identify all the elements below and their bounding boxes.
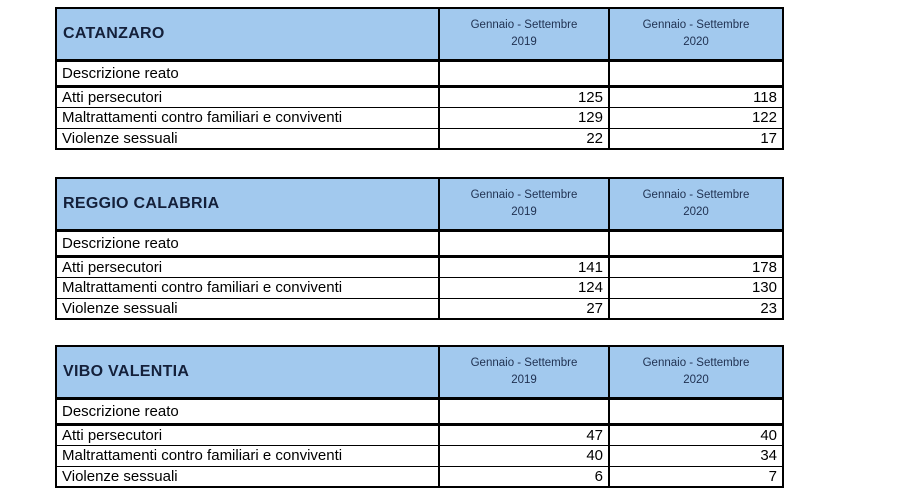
table-row (56, 86, 783, 107)
period-label: Gennaio - Settembre (470, 18, 578, 31)
period-label: Gennaio - Settembre (470, 188, 578, 201)
crime-label: Maltrattamenti contro familiari e conviventi (56, 277, 439, 298)
crime-label: Violenze sessuali (56, 128, 439, 149)
period-year: 2020 (683, 35, 709, 48)
value-2020: 118 (609, 86, 783, 107)
column-header-2020 (609, 346, 783, 398)
table-row (56, 107, 783, 128)
table-catanzaro (55, 7, 784, 150)
table-row (56, 445, 783, 466)
column-header-2020 (609, 8, 783, 60)
table-row (56, 298, 783, 319)
table-row (56, 277, 783, 298)
table-row (56, 128, 783, 149)
table-title: CATANZARO (56, 8, 439, 60)
crime-label: Violenze sessuali (56, 298, 439, 319)
table-reggio-calabria (55, 177, 784, 320)
crime-label: Atti persecutori (56, 86, 439, 107)
empty-cell (439, 398, 609, 424)
table-title: REGGIO CALABRIA (56, 178, 439, 230)
value-2020: 122 (609, 107, 783, 128)
table-row (56, 398, 783, 424)
crime-label: Maltrattamenti contro familiari e conviventi (56, 107, 439, 128)
crime-label: Atti persecutori (56, 256, 439, 277)
column-header-2020 (609, 178, 783, 230)
value-2019: 141 (439, 256, 609, 277)
value-2019: 129 (439, 107, 609, 128)
value-2019: 40 (439, 445, 609, 466)
column-header-2019 (439, 346, 609, 398)
table-row (56, 424, 783, 445)
row-header-label: Descrizione reato (56, 60, 439, 86)
table-header-row (56, 178, 783, 230)
period-label: Gennaio - Settembre (470, 356, 578, 369)
empty-cell (609, 398, 783, 424)
empty-cell (609, 230, 783, 256)
period-label: Gennaio - Settembre (642, 18, 750, 31)
table-row (56, 230, 783, 256)
table-row (56, 256, 783, 277)
value-2019: 22 (439, 128, 609, 149)
table-row (56, 60, 783, 86)
period-year: 2019 (511, 205, 537, 218)
row-header-label: Descrizione reato (56, 398, 439, 424)
period-year: 2020 (683, 205, 709, 218)
crime-label: Violenze sessuali (56, 466, 439, 487)
value-2019: 125 (439, 86, 609, 107)
column-header-2019 (439, 8, 609, 60)
crime-label: Maltrattamenti contro familiari e conviventi (56, 445, 439, 466)
table-row (56, 466, 783, 487)
value-2020: 130 (609, 277, 783, 298)
period-year: 2019 (511, 35, 537, 48)
value-2019: 47 (439, 424, 609, 445)
value-2020: 40 (609, 424, 783, 445)
value-2020: 17 (609, 128, 783, 149)
value-2020: 34 (609, 445, 783, 466)
value-2020: 178 (609, 256, 783, 277)
period-year: 2019 (511, 373, 537, 386)
value-2019: 6 (439, 466, 609, 487)
value-2020: 7 (609, 466, 783, 487)
value-2019: 124 (439, 277, 609, 298)
table-title: VIBO VALENTIA (56, 346, 439, 398)
table-header-row (56, 8, 783, 60)
period-year: 2020 (683, 373, 709, 386)
value-2019: 27 (439, 298, 609, 319)
empty-cell (439, 60, 609, 86)
table-vibo-valentia (55, 345, 784, 488)
column-header-2019 (439, 178, 609, 230)
empty-cell (609, 60, 783, 86)
crime-label: Atti persecutori (56, 424, 439, 445)
empty-cell (439, 230, 609, 256)
table-header-row (56, 346, 783, 398)
period-label: Gennaio - Settembre (642, 188, 750, 201)
value-2020: 23 (609, 298, 783, 319)
period-label: Gennaio - Settembre (642, 356, 750, 369)
row-header-label: Descrizione reato (56, 230, 439, 256)
